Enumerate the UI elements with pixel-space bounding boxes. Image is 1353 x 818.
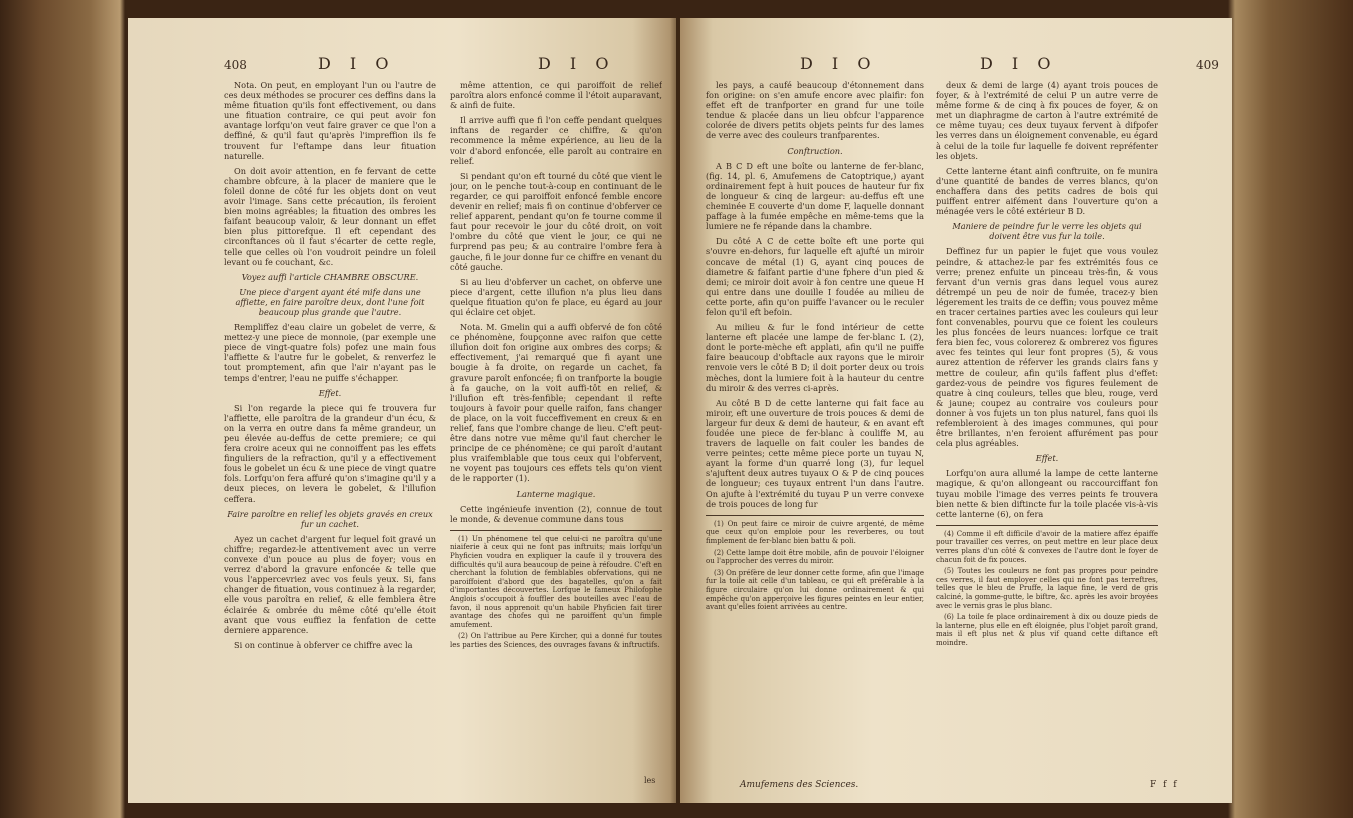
paragraph: les pays, a caufé beaucoup d'étonnement dans fon origine: on s'en amufe encore avec plaifir: fon effet eft de tranfporter en grand fur une toile tendue & placée dans un lieu obfcur l'apparence colorée de divers petits objets peints fur des lames de verre avec des couleurs tranfparentes. [706, 80, 924, 141]
section-heading: Conftruction. [787, 145, 843, 156]
section-heading: Effet. [318, 387, 342, 398]
section-heading: Une piece d'argent ayant été mife dans une affiette, en faire paroître deux, dont l'une foit beaucoup plus grande que l'autre. [235, 286, 425, 317]
footnote: (1) Un phénomene tel que celui-ci ne paroîtra qu'une niaiferie à ceux qui ne font pas inftruits; mais lorfqu'un Phyficien voudra en expliquer la caufe il y trouvera des difficultés qu'il aura beaucoup de peine à réfoudre. C'eft en cherchant la folution de femblables obfervations, qui ne paroiffoient d'abord que des bagatelles, qu'on a fait d'importantes découvertes. Lorfque le fameux Philofophe Anglois s'occupoit à fouffler des bouteilles avec l'eau de favon, il nous apprenoit qu'un habile Phyficien fait tirer avantage des chofes qui ne paroiffent qu'un fimple amufement. [450, 534, 662, 629]
footnote: (6) La toile fe place ordinairement à dix ou douze pieds de la lanterne, plus elle en eft éloignée, plus l'objet paroît grand, mais il eft plus net & plus vif quand cette diftance eft moindre. [936, 613, 1158, 647]
paragraph: Du côté A C de cette boîte eft une porte qui s'ouvre en-dehors, fur laquelle eft ajufté un miroir concave de métal (1) G, ayant cinq pouces de diametre & faifant partie d'une fphere d'un pied & demi; ce miroir doit avoir à fon centre une queue H qui entre dans une douille I foudée au milieu de cette porte, afin qu'on puiffe l'avancer ou le reculer felon qu'il eft befoin. [706, 236, 924, 317]
paragraph: Ayez un cachet d'argent fur lequel foit gravé un chiffre; regardez-le attentivement avec un verre convexe d'un pouce au plus de foyer; vous en verrez d'abord la gravure enfoncée & telle que vous l'appercevriez avec vos feuls yeux. Si, fans changer de fituation, vous continuez à la regarder, elle vous paroîtra en relief, & elle femblera être éclairée & ombrée du même côté qu'elle étoit avant que vous euffiez la fenfation de cette derniere apparence. [224, 533, 436, 635]
section-heading: Lanterne magique. [516, 488, 596, 499]
paragraph: Cette ingénieufe invention (2), connue de tout le monde, & devenue commune dans tous [450, 503, 662, 524]
paragraph: Lorfqu'on aura allumé la lampe de cette lanterne magique, & qu'on allongeant ou raccourciffant fon tuyau mobile l'image des verres peints fe trouvera bien nette & bien diftincte fur la toile placée vis-à-vis cette lanterne (6), on fera [936, 468, 1158, 519]
paragraph: deux & demi de large (4) ayant trois pouces de foyer, & à l'extrémité de celui P un autre verre de même forme & de cinq à fix pouces de foyer, & on met un diaphragme de carton à l'autre extrémité de ce même tuyau; ces deux tuyaux fervent à difpofer les verres dans un éloignement convenable, eu égard à celui de la toile fur laquelle fe doivent repréfenter les objets. [936, 80, 1158, 161]
paragraph: Si pendant qu'on eft tourné du côté que vient le jour, on le penche tout-à-coup en continuant de le regarder, ce qui paroiffoit enfoncé femble encore devenir en relief; mais fi on continue d'obferver ce relief apparent, pendant qu'on fe tourne comme il faut pour recevoir le jour du côté droit, on voit l'ombre du côté que vient le jour, ce qui ne furprend pas peu; & au contraire l'ombre fera à gauche, fi le jour donne fur ce chiffre en venant du côté gauche. [450, 170, 662, 272]
right-page-column-1 [706, 80, 924, 780]
paragraph: Cette lanterne étant ainfi conftruite, on fe munira d'une quantité de bandes de verres blancs, qu'on enchaffera dans des petits cadres de bois qui puiffent entrer aifément dans l'ouverture qu'on a ménagée vers le côté extérieur B D. [936, 165, 1158, 217]
paragraph: Il arrive auffi que fi l'on ceffe pendant quelques inftans de regarder ce chiffre, & qu'on recommence la même expérience, au lieu de la voir d'abord enfoncée, elle paroît au contraire en relief. [450, 115, 662, 166]
footnote: (2) Cette lampe doit être mobile, afin de pouvoir l'éloigner ou l'approcher des verres du miroir. [706, 548, 924, 566]
running-header-right-2: D I O [980, 54, 1058, 73]
running-header-left-2: D I O [538, 54, 616, 73]
paragraph: Au côté B D de cette lanterne qui fait face au miroir, eft une ouverture de trois pouces & demi de largeur fur deux & demi de hauteur, & en avant eft foudée une piece de fer-blanc à couliffe M, au travers de laquelle on fait couler les bandes de verre peintes; cette même piece porte un tuyau N, ayant la forme d'un quarré long (3), fur lequel s'ajuftent deux autres tuyaux O & P de cinq pouces de longueur; ces tuyaux entrent l'un dans l'autre. On ajufte à l'extrémité du tuyau P un verre convexe de trois pouces de long fur [706, 397, 924, 509]
catchword: les [644, 776, 656, 785]
footnotes-right-page-right [936, 530, 1158, 648]
paragraph: A B C D eft une boîte ou lanterne de fer-blanc, (fig. 14, pl. 6, Amufemens de Catoptrique,) ayant ordinairement fept à huit pouces de hauteur fur fix de longueur & cinq de largeur: au-deffus eft une cheminée E couverte d'un dome F, laquelle donnant paffage à la fumée empêche en même-tems que la lumiere ne fe répande dans la chambre. [706, 160, 924, 232]
left-page-column-1 [224, 80, 436, 780]
section-heading: Faire paroître en relief les objets gravés en creux fur un cachet. [227, 508, 433, 529]
paragraph: Si l'on regarde la piece qui fe trouvera fur l'affiette, elle paroîtra de la grandeur d'un écu, & on la verra en outre dans fa même grandeur, un peu élevée au-deffus de cette premiere; ce qui fera croire aceux qui ne connoiffent pas les effets finguliers de la refraction, qu'il y a effectivement fous le gobelet un écu & une piece de vingt quatre fols. Lorfqu'on fera affuré qu'on s'imagine qu'il y a deux pieces, on levera le gobelet, & l'illufion ceffera. [224, 402, 436, 504]
paragraph: Rempliffez d'eau claire un gobelet de verre, & mettez-y une piece de monnoie, (par exemple une piece de vingt-quatre fols) pofez une main fous l'affiette & l'autre fur le gobelet, & renverfez le tout promptement, afin que l'air n'ayant pas le temps d'entrer, l'eau ne puiffe s'échapper. [224, 322, 436, 383]
footnote-rule [706, 515, 924, 516]
signature-mark: F f f [1150, 780, 1179, 790]
paragraph: Nota. On peut, en employant l'un ou l'autre de ces deux méthodes se procurer ces deffins dans la même fituation qu'ils font effectivement, ou dans une fituation contraire, ce qui peut avoir fon avantage lorfqu'on veut faire graver ce que l'on a deffiné, & qu'il faut qu'après l'impreffion ils fe trouvent fur l'eftampe dans leur fituation naturelle. [224, 80, 436, 161]
paragraph: Si on continue à obferver ce chiffre avec la [234, 639, 413, 650]
signature-line: Amufemens des Sciences. [740, 780, 859, 790]
right-page-column-2 [936, 80, 1158, 780]
footnote: (5) Toutes les couleurs ne font pas propres pour peindre ces verres, il faut employer celles qui ne font pas terreftres, telles que le bleu de Pruffe, la laque fine, le verd de gris calciné, la gomme-gutte, le biftre, &c. après les avoir broyées avec le vernis gras le plus blanc. [936, 567, 1158, 610]
section-heading: Maniere de peindre fur le verre les objets qui doivent être vus fur la toile. [952, 221, 1142, 242]
paragraph: Si au lieu d'obferver un cachet, on obferve une piece d'argent, cette illufion n'a plus lieu dans quelque fituation qu'on fe place, eu égard au jour qui éclaire cet objet. [450, 276, 662, 317]
footnote-rule [450, 530, 662, 531]
paragraph: On doit avoir attention, en fe fervant de cette chambre obfcure, à la placer de maniere que le foleil donne de côté fur les objets dont on veut avoir l'image. Sans cette précaution, ils feroient bien moins agréables; la fituation des ombres les faifant beaucoup valoir, & leur donnant un effet bien plus pittorefque. Il eft cependant des circonftances où il faut s'écarter de cette regle, telle que celles où l'on voudroit peindre un foleil levant ou fe couchant, &c. [224, 165, 436, 267]
footnote: (1) On peut faire ce miroir de cuivre argenté, de même que ceux qu'on emploie pour les reverberes, ou tout fimplement de fer-blanc bien battu & poli. [706, 519, 924, 545]
left-page [128, 18, 676, 803]
page-number-left: 408 [224, 58, 247, 72]
paragraph: même attention, ce qui paroiffoit de relief paroîtra alors enfoncé comme il l'étoit auparavant, & ainfi de fuite. [450, 80, 662, 111]
running-header-right-1: D I O [800, 54, 878, 73]
footnotes-right-page-left [706, 520, 924, 612]
section-heading: Effet. [1035, 453, 1059, 464]
footnote: (4) Comme il eft difficile d'avoir de la matiere affez épaiffe pour travailler ces verres, on peut mettre en leur place deux verres plans d'un côté & convexes de l'autre dont le foyer de chacun foit de fix pouces. [936, 529, 1158, 564]
cross-reference: Voyez auffi l'article CHAMBRE OBSCURE. [241, 271, 419, 282]
footnote: (2) On l'attribue au Pere Kircher, qui a donné fur toutes les parties des Sciences, des ouvrages favans & inftructifs. [450, 632, 662, 649]
footnotes-left-page [450, 535, 662, 650]
running-header-left-1: D I O [318, 54, 396, 73]
page-number-right: 409 [1196, 58, 1219, 72]
footnote-rule [936, 525, 1158, 526]
footnote: (3) On préfère de leur donner cette forme, afin que l'image fur la toile ait celle d'un tableau, ce qui eft préférable à la figure circulaire qu'on lui donne ordinairement & qui empêche qu'on apperçoive les figures peintes en leur entier, avant qu'elles foient arrivées au centre. [706, 568, 924, 612]
paragraph: Deffinez fur un papier le fujet que vous voulez peindre, & attachez-le par fes extrémités fous ce verre; prenez enfuite un pinceau très-fin, & vous fervant d'un vernis gras dans lequel vous aurez détrempé un peu de noir de fumée, tracez-y bien légerement les traits de ce deffin; vous pouvez même en tracer certaines parties avec les couleurs qui leur font convenables, pourvu que ce foient les couleurs les plus foncées de leurs nuances: lorfque ce trait fera bien fec, vous colorerez & ombrerez vos figures avec fes teintes qui leur font propres (5), & vous aurez attention de réferver les grands clairs fans y mettre de couleur, afin qu'ils faffent plus d'effet: gardez-vous de peindre vos figures feulement de quatre à cinq couleurs, telles que bleu, rouge, verd & jaune; coupez au contraire vos couleurs pour donner à vos fujets un ton plus naturel, fans quoi ils refembleroient à des images communes, qui pour être brillantes, n'en feroient affurément pas pour cela plus agréables. [936, 246, 1158, 449]
paragraph: Au milieu & fur le fond intérieur de cette lanterne eft placée une lampe de fer-blanc L (2), dont le porte-mèche eft applati, afin qu'il ne puiffe faire beaucoup d'obftacle aux rayons que le miroir renvoie vers le côté B D; il doit porter deux ou trois mèches, dont la lumiere foit à la hauteur du centre du miroir & des verres ci-après. [706, 322, 924, 393]
paragraph: Nota. M. Gmelin qui a auffi obfervé de fon côté ce phénomène, foupçonne avec raifon que cette illufion doit fon origine aux ombres des corps; & effectivement, j'ai remarqué que fi ayant une bougie à fa droite, on regarde un cachet, fa gravure paroît enfoncée; fi on tranfporte la bougie à fa gauche, on la voit auffi-tôt en relief, & l'illufion eft très-fenfible; cependant il refte toujours à favoir pour quelle raifon, fans changer de place, on la voit fucceffivement en creux & en relief, fans que l'ombre change de lieu. C'eft peut-être dans notre vue même qu'il faut chercher le principe de ce phénomène; ce qui paroît d'autant plus vraifemblable que tous ceux qui l'obfervent, ne voyent pas toujours ces effets tels qu'on vient de le rapporter (1). [450, 322, 662, 484]
left-page-column-2 [450, 80, 662, 790]
right-page [680, 18, 1232, 803]
